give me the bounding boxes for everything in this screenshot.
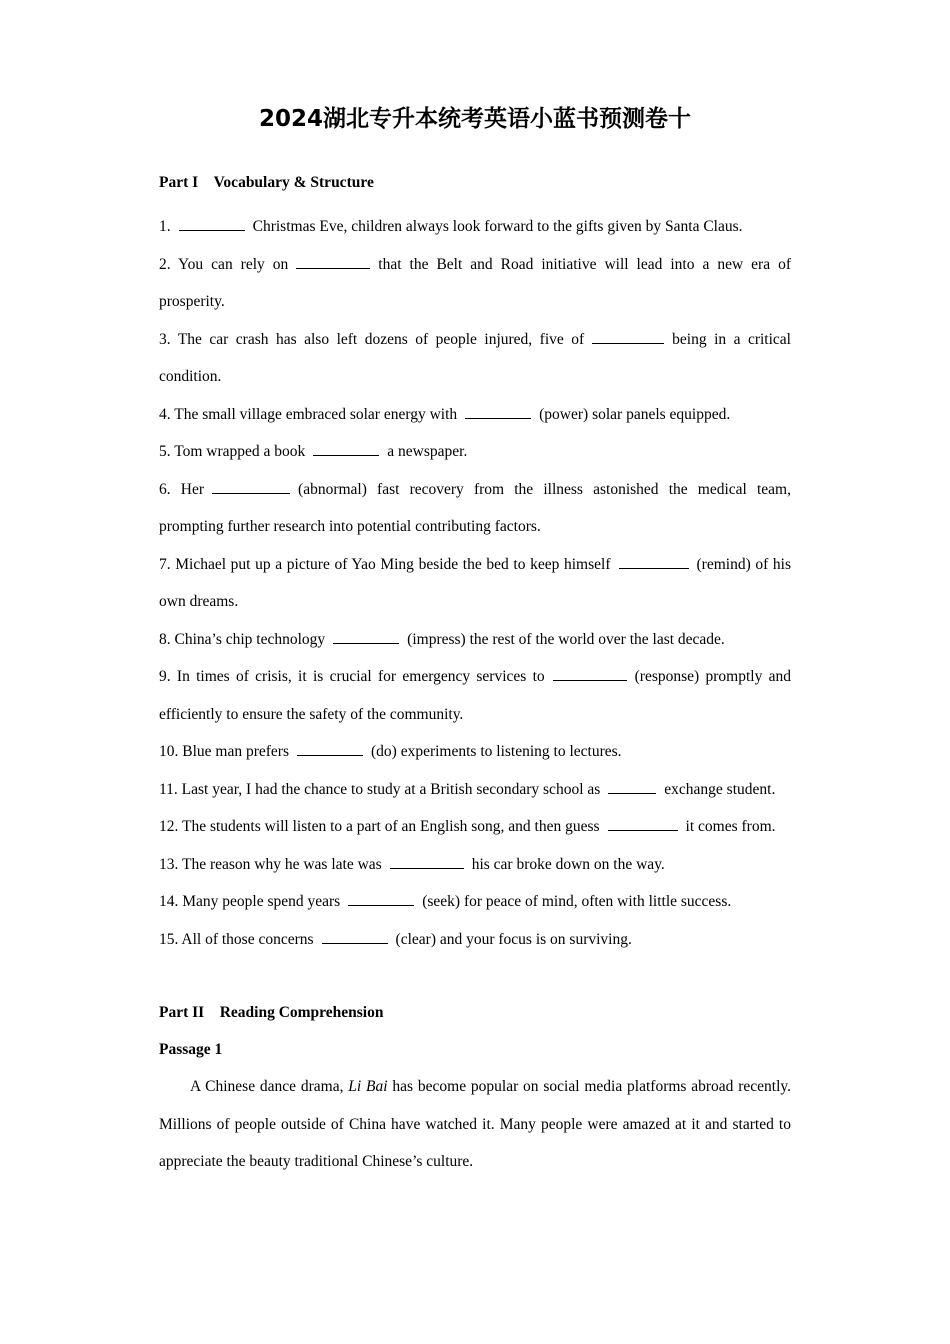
question-11 xyxy=(159,771,791,809)
answer-blank xyxy=(212,479,290,494)
answer-blank xyxy=(619,554,689,569)
question-text: 9. In times of crisis, it is crucial for emergency services to xyxy=(159,668,545,685)
question-text: (remind) of his own dreams. xyxy=(159,555,792,610)
question-text: 14. Many people spend years xyxy=(159,893,341,910)
drama-title: Li Bai xyxy=(348,1078,388,1095)
question-text: 10. Blue man prefers xyxy=(159,743,289,760)
question-text: 2. You can rely on xyxy=(159,255,289,273)
paragraph-text: has become popular on social media platforms abroad recently. Millions of people outside of China have watched it. Many people were amazed at it and started to appreciate the beauty traditional Chinese’s culture. xyxy=(159,1078,792,1170)
answer-blank xyxy=(608,816,678,831)
answer-blank xyxy=(608,779,656,794)
question-text: 6. Her xyxy=(159,480,205,498)
answer-blank xyxy=(390,854,464,869)
question-14 xyxy=(159,883,791,921)
answer-blank xyxy=(333,629,399,644)
answer-blank xyxy=(465,404,531,419)
question-13 xyxy=(159,846,791,884)
question-text: 3. The car crash has also left dozens of people injured, five of xyxy=(159,330,585,348)
question-8 xyxy=(159,621,791,659)
answer-blank xyxy=(297,741,363,756)
question-text: his car broke down on the way. xyxy=(471,855,665,873)
question-text: 7. Michael put up a picture of Yao Ming beside the bed to keep himself xyxy=(159,555,611,573)
question-text: a newspaper. xyxy=(387,443,468,460)
question-text: it comes from. xyxy=(685,818,776,835)
question-9 xyxy=(159,658,791,733)
question-text: (power) solar panels equipped. xyxy=(539,405,731,423)
question-4 xyxy=(159,396,791,434)
question-text: that the Belt and Road initiative will lead into a new era of prosperity. xyxy=(159,255,791,310)
question-text: exchange student. xyxy=(664,780,776,798)
question-3 xyxy=(159,321,791,396)
question-text: 11. Last year, I had the chance to study at a British secondary school as xyxy=(159,780,601,798)
question-text: (clear) and your focus is on surviving. xyxy=(395,930,632,948)
answer-blank xyxy=(322,929,388,944)
question-1 xyxy=(159,208,791,246)
question-text: 15. All of those concerns xyxy=(159,930,314,948)
page-title: 2024湖北专升本统考英语小蓝书预测卷十 xyxy=(258,106,691,132)
question-text: 13. The reason why he was late was xyxy=(159,855,382,873)
question-text: being in a critical condition. xyxy=(159,330,791,385)
question-text: 5. Tom wrapped a book xyxy=(159,443,306,460)
question-6 xyxy=(159,471,791,546)
question-text: Christmas Eve, children always look forward to the gifts given by Santa Claus. xyxy=(252,218,743,235)
question-text: 12. The students will listen to a part of an English song, and then guess xyxy=(159,818,600,835)
question-5 xyxy=(159,433,791,471)
question-15 xyxy=(159,921,791,959)
question-text: 1. xyxy=(159,218,171,235)
question-text: (response) promptly and efficiently to ensure the safety of the community. xyxy=(159,668,791,723)
answer-blank xyxy=(313,441,379,456)
answer-blank xyxy=(296,254,370,269)
part1-heading: Part I Vocabulary & Structure xyxy=(159,174,374,191)
question-10 xyxy=(159,733,791,771)
question-text: (seek) for peace of mind, often with little success. xyxy=(422,893,732,910)
question-text: 4. The small village embraced solar energy with xyxy=(159,405,458,423)
passage-heading: Passage 1 xyxy=(159,1041,223,1058)
question-7 xyxy=(159,546,791,621)
answer-blank xyxy=(592,329,664,344)
question-text: (do) experiments to listening to lectures. xyxy=(371,743,622,760)
answer-blank xyxy=(179,216,245,231)
exam-content xyxy=(159,171,791,1181)
question-text: 8. China’s chip technology xyxy=(159,630,326,648)
question-text: (impress) the rest of the world over the last decade. xyxy=(407,630,725,648)
passage-paragraph xyxy=(159,1068,791,1181)
question-text: (abnormal) fast recovery from the illness astonished the medical team, prompting further research into potential contributing factors. xyxy=(159,480,791,535)
answer-blank xyxy=(348,891,414,906)
part2-heading: Part II Reading Comprehension xyxy=(159,1004,384,1021)
paragraph-text: A Chinese dance drama, xyxy=(190,1078,344,1095)
question-2 xyxy=(159,246,791,321)
answer-blank xyxy=(553,666,627,681)
question-12 xyxy=(159,808,791,846)
